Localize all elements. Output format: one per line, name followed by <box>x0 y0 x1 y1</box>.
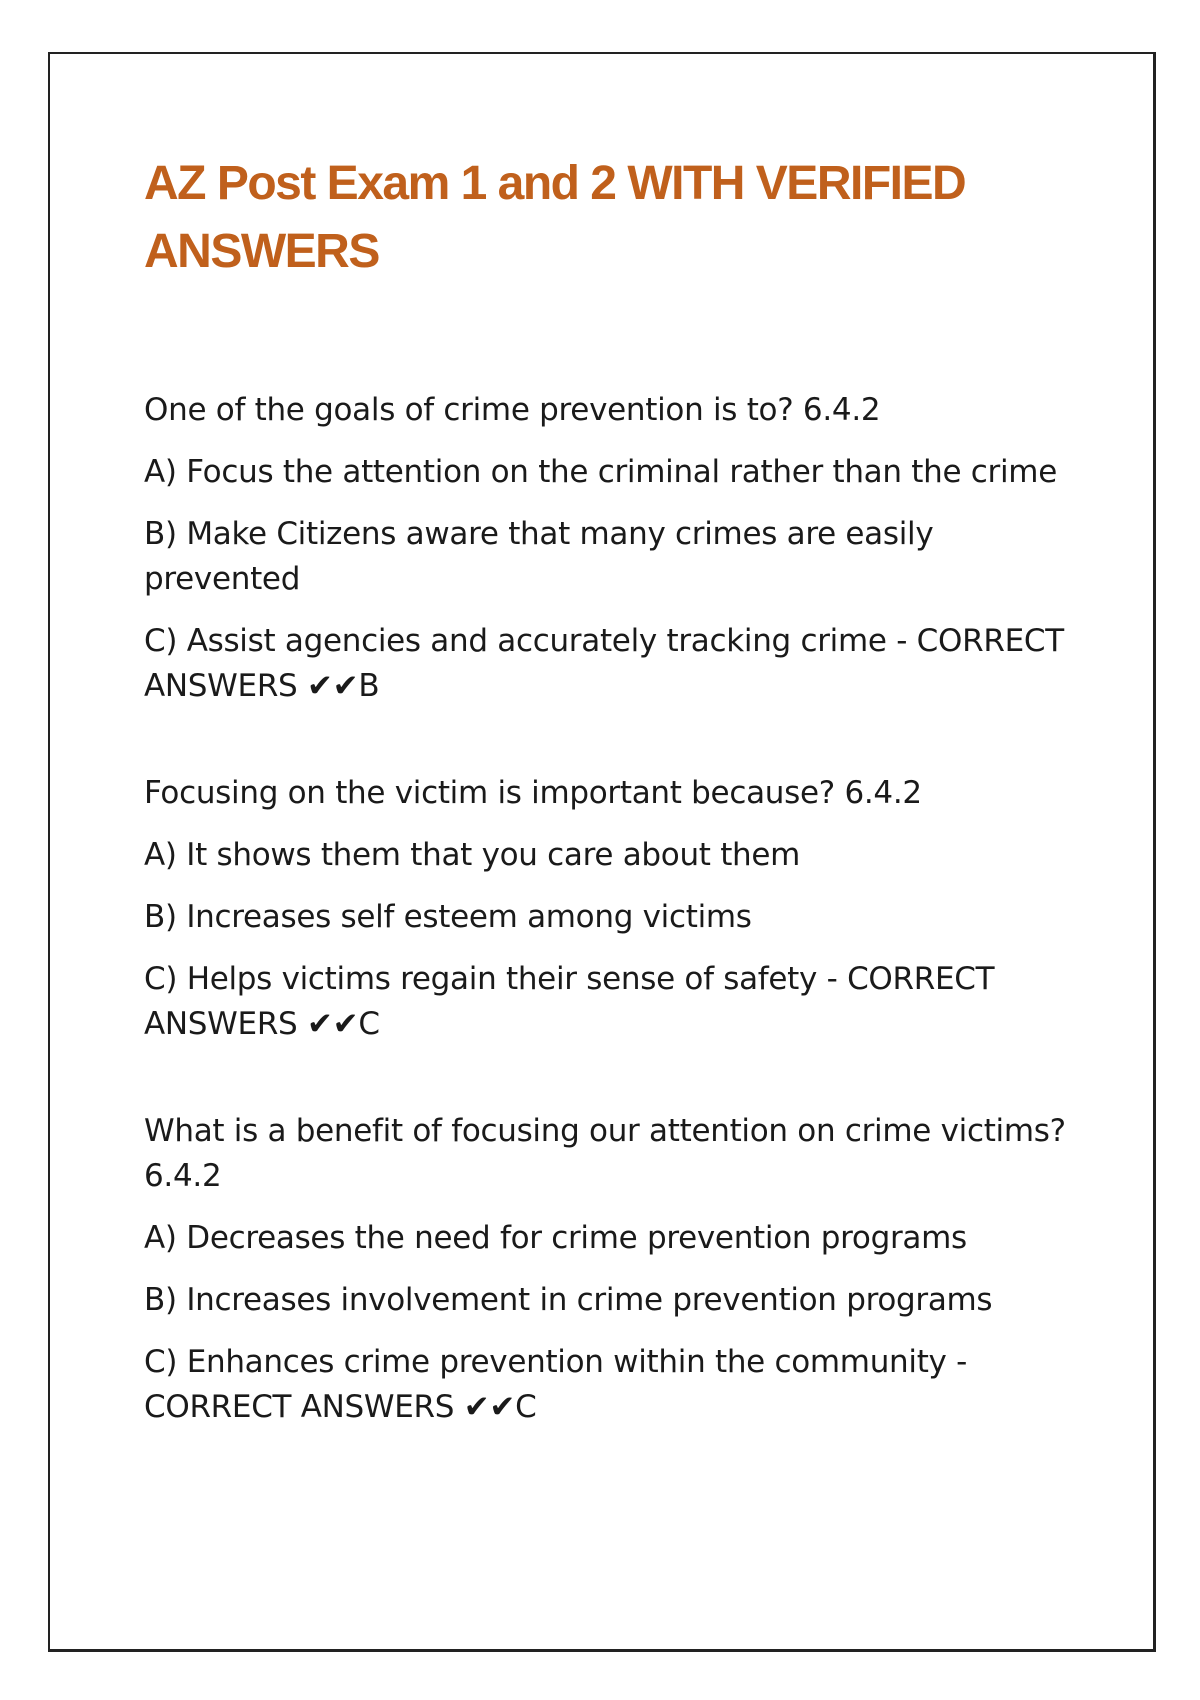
document-title: AZ Post Exam 1 and 2 WITH VERIFIED ANSWERS <box>144 157 966 278</box>
answer-option-b: B) Increases self esteem among victims <box>144 899 752 935</box>
answer-option-b: B) Make Citizens aware that many crimes are easily prevented <box>144 516 934 597</box>
question-text: What is a benefit of focusing our attention on crime victims? 6.4.2 <box>144 1113 1066 1194</box>
document-page <box>48 52 1156 1652</box>
question-text: One of the goals of crime prevention is to? 6.4.2 <box>144 392 881 428</box>
answer-option-b: B) Increases involvement in crime prevention programs <box>144 1282 993 1318</box>
answer-option-c: C) Enhances crime prevention within the community - CORRECT ANSWERS ✔✔C <box>144 1344 968 1425</box>
document-content <box>144 150 1084 1430</box>
answer-option-c: C) Helps victims regain their sense of safety - CORRECT ANSWERS ✔✔C <box>144 961 995 1042</box>
question-text: Focusing on the victim is important because? 6.4.2 <box>144 775 922 811</box>
answer-option-c: C) Assist agencies and accurately tracking crime - CORRECT ANSWERS ✔✔B <box>144 623 1064 704</box>
answer-option-a: A) Decreases the need for crime prevention programs <box>144 1220 967 1256</box>
question-block-3 <box>144 1109 1084 1430</box>
question-block-1 <box>144 388 1084 709</box>
answer-option-a: A) Focus the attention on the criminal rather than the crime <box>144 454 1057 490</box>
question-block-2 <box>144 771 1084 1047</box>
answer-option-a: A) It shows them that you care about them <box>144 837 801 873</box>
